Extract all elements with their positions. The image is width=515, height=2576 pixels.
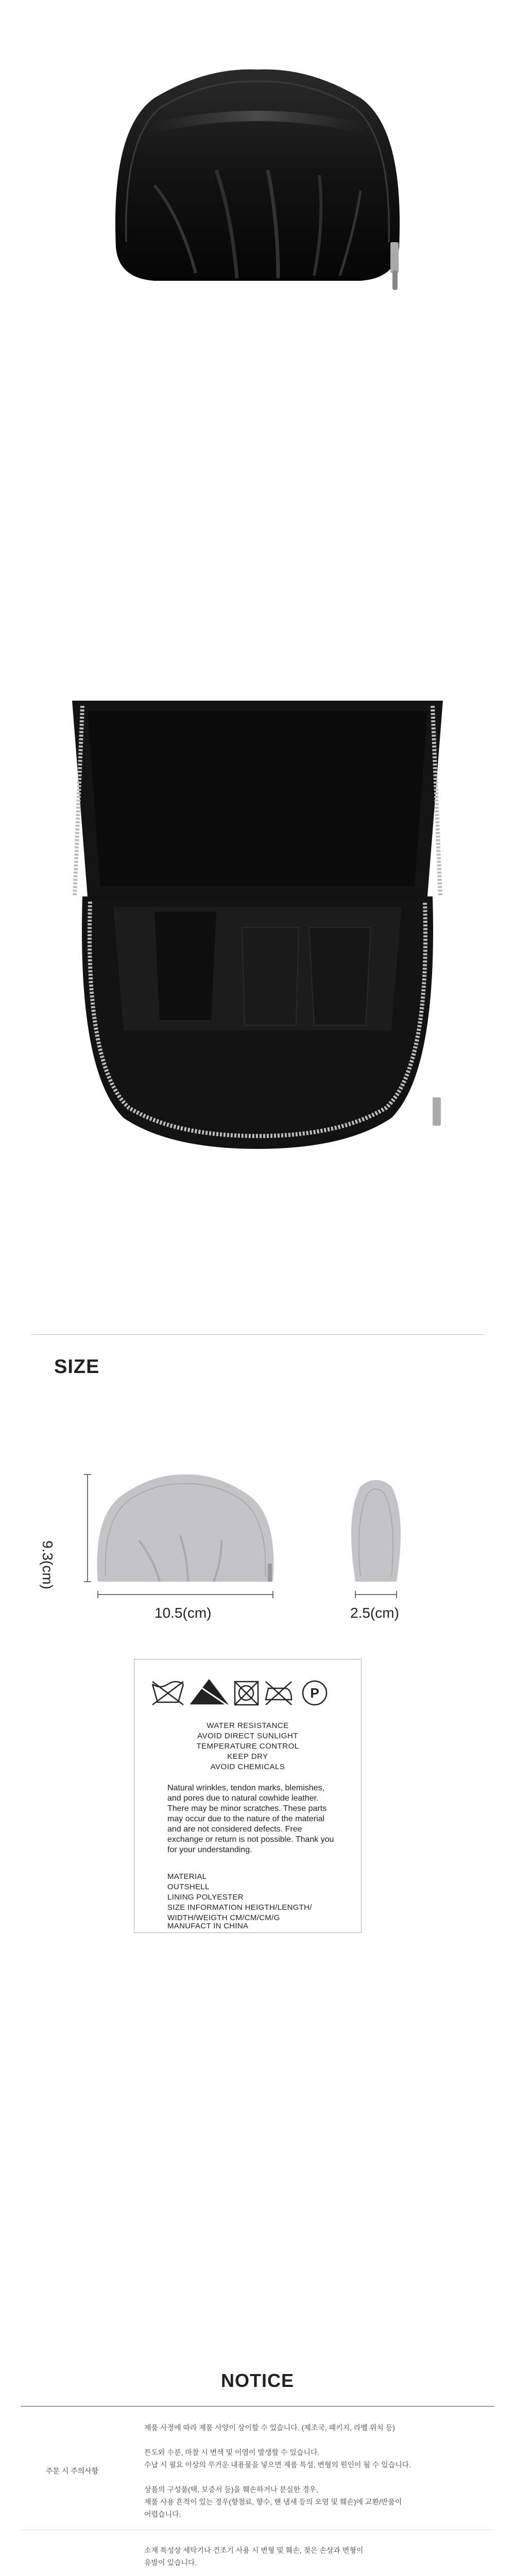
notice-row-label: 주문 시 주의사항 — [45, 2467, 99, 2475]
notice-row-line: 제품 사용 흔적이 있는 경우(향첨료, 향수, 핸 냄새 등의 오염 및 훼손)에 교환/반품이 — [144, 2498, 402, 2506]
care-line: TEMPERATURE CONTROL — [196, 1742, 299, 1751]
care-line: KEEP DRY — [227, 1752, 268, 1761]
notice-row-text — [144, 2544, 484, 2576]
care-meta: WIDTH/WEIGTH CM/CM/CM/G — [167, 1913, 280, 1922]
size-diagram — [0, 1463, 515, 1618]
notice-row — [21, 2421, 494, 2520]
notice-row-text — [144, 2421, 484, 2520]
care-label — [134, 1659, 362, 1933]
notice-row-line: 상품의 구성품(택, 보증서 등)을 훼손하거나 분실한 경우, — [144, 2485, 318, 2494]
notice-row-line: 튼도와 수분, 마찰 시 변색 및 이염이 발생할 수 있습니다. — [144, 2448, 320, 2456]
notice-row-line — [144, 2471, 484, 2483]
depth-label: 2.5(cm) — [350, 1605, 399, 1621]
notice-row-line: 어렵습니다. — [144, 2510, 181, 2518]
care-paragraph: Natural wrinkles, tendon marks, blemishes, and pores due to natural cowhide leather. There may be minor scratches. These parts may occur due to the nature of the material and are not considered defects. Free exchange or return is not possible. Thank you for your understanding. — [167, 1784, 334, 1854]
section-divider — [31, 1334, 484, 1335]
care-line: WATER RESISTANCE — [207, 1721, 289, 1730]
product-photo-open — [0, 639, 515, 1164]
notice-title: NOTICE — [220, 2370, 294, 2391]
size-title: SIZE — [54, 1356, 100, 1378]
notice-row — [21, 2544, 494, 2576]
care-meta: MATERIAL — [167, 1872, 207, 1881]
notice-row-line — [144, 2569, 484, 2576]
svg-text:P: P — [310, 1685, 319, 1701]
care-meta: MANUFACT IN CHINA — [167, 1922, 249, 1930]
care-meta: LINING POLYESTER — [167, 1893, 244, 1902]
care-meta: OUTSHELL — [167, 1883, 210, 1891]
notice-row-line: 제품 사정에 따라 제품 사양이 상이할 수 있습니다. (제조국, 패키지, 라벨 위치 등) — [144, 2424, 395, 2432]
product-photo-closed — [0, 0, 515, 330]
care-line: AVOID DIRECT SUNLIGHT — [197, 1732, 298, 1740]
care-line: AVOID CHEMICALS — [210, 1762, 285, 1771]
care-meta: SIZE INFORMATION HEIGTH/LENGTH/ — [167, 1903, 312, 1912]
notice-row-line: 소재 특성상 세탁기나 건조기 사용 시 변형 및 훼손, 젖은 손상과 변형이 — [144, 2546, 364, 2554]
width-label: 10.5(cm) — [154, 1605, 212, 1621]
notice-row-line: 유발이 있습니다. — [144, 2558, 197, 2567]
notice-row-line: 수납 시 필요 이상의 무거운 내용물을 넣으면 제품 특성, 변형의 원인이 될 수 있습니다. — [144, 2461, 411, 2469]
height-label: 9.3(cm) — [40, 1540, 56, 1589]
notice-row-line — [144, 2434, 484, 2446]
care-symbols-icon — [150, 1674, 346, 1710]
